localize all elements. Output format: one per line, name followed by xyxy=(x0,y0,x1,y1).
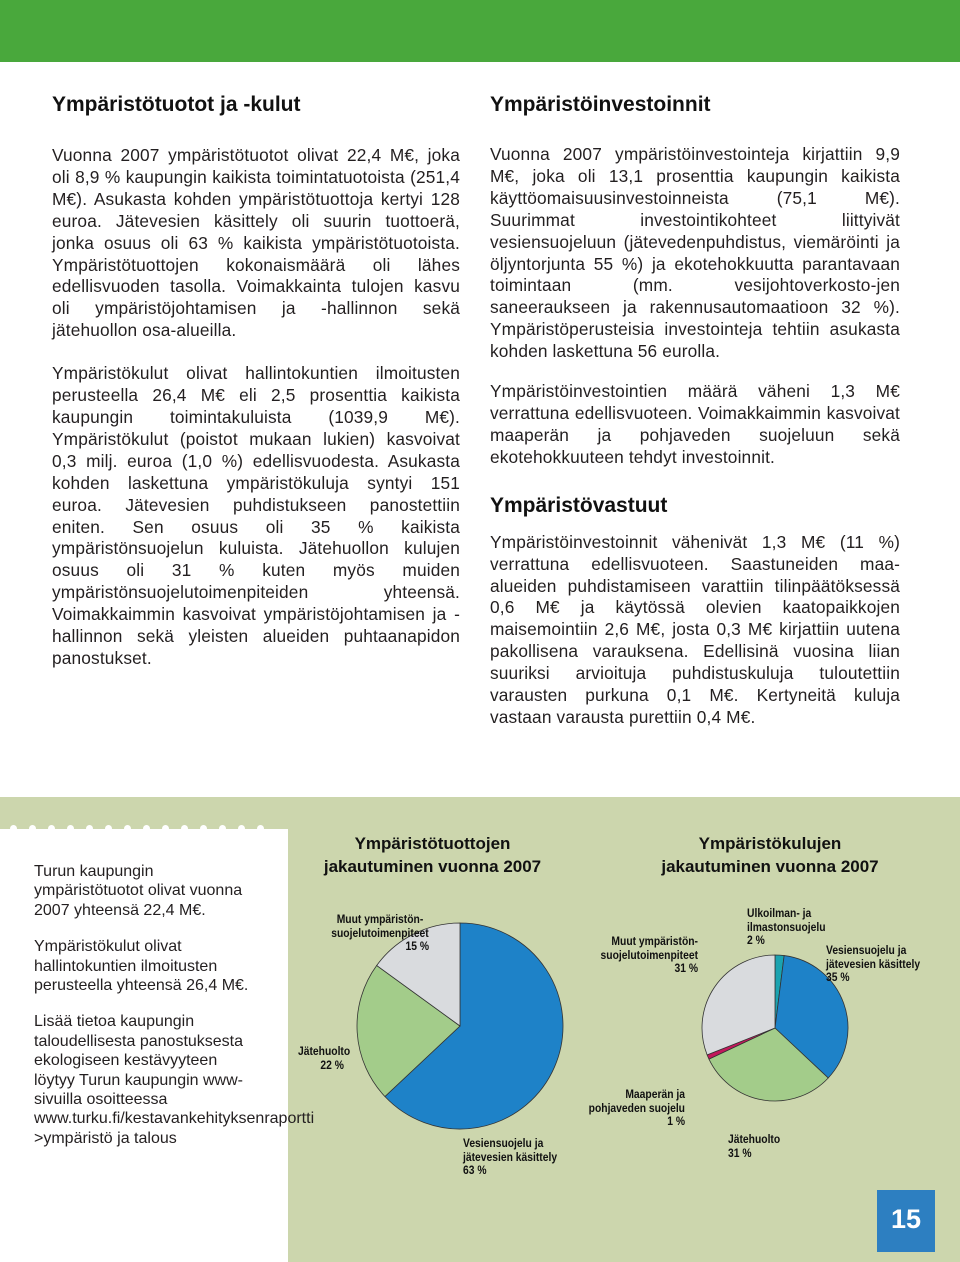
sidebar-text xyxy=(34,862,315,1165)
chart2-title-line2: jakautuminen vuonna 2007 xyxy=(661,857,879,876)
chart1-label-jatehuolto-value: 22 % xyxy=(320,1057,344,1072)
heading-ymparistovastuut: Ympäristövastuut xyxy=(490,493,668,517)
chart2-label-maapera-line1: Maaperän ja xyxy=(625,1087,685,1101)
chart2-label-vesi-line1: Vesiensuojelu ja xyxy=(826,943,907,957)
paragraph-investoinnit-2: Ympäristöinvestointien määrä väheni 1,3 M€ verrattuna edellisvuoteen. Voimakkaimmin kasvoivat maaperän ja pohjaveden suojeluun sekä ekotehokkuuteen tehdyt investoinnit. xyxy=(490,381,900,467)
chart2-label-muut xyxy=(586,935,698,976)
dot-decoration xyxy=(238,825,245,832)
chart2-label-ulkoilma-line2: ilmastonsuojelu xyxy=(747,919,826,934)
dot-decoration xyxy=(219,825,226,832)
chart1-title-line1: Ympäristötuottojen xyxy=(354,834,511,853)
dot-decoration xyxy=(181,825,188,832)
chart1-label-vesi-line2: jätevesien käsittely xyxy=(463,1149,558,1164)
chart2-label-maapera xyxy=(573,1088,685,1129)
heading-ymparistotuotot: Ympäristötuotot ja -kulut xyxy=(52,93,301,116)
chart2-label-maapera-line2: pohjaveden suojelu xyxy=(588,1100,685,1115)
chart2-label-jatehuolto-line1: Jätehuolto xyxy=(728,1132,781,1146)
chart2-label-vesi-value: 35 % xyxy=(826,970,850,984)
chart2-title-line1: Ympäristökulujen xyxy=(698,834,842,853)
paragraph-investoinnit-1: Vuonna 2007 ympäristöinvestointeja kirjattiin 9,9 M€, joka oli 13,1 prosenttia kaupungin kaikista käyttöomaisuusinvestoinneista (75,1 M€). Suurimmat investointikohteet liittyivät vesiensuojeluun (jätevedenpuhdistus, viemäröinti ja öljyntorjunta 55 %) ja ekotehokkuutta parantavaan toimintaan (mm. vesijohtoverkosto-jen saneeraukseen ja rakennusautomaatioon 32 %). Ympäristöperusteisia investointeja tehtiin asukasta kohden laskettuna 56 eurolla. xyxy=(490,144,900,362)
chart1-label-vesi-value: 63 % xyxy=(463,1163,487,1177)
chart2-label-ulkoilma-value: 2 % xyxy=(747,933,765,947)
chart1-label-muut-line2: suojelutoimenpiteet xyxy=(331,925,429,940)
chart1-label-muut-line1: Muut ympäristön- xyxy=(336,912,424,926)
chart2-label-ulkoilma-line1: Ulkoilman- ja xyxy=(747,906,812,920)
chart2-title xyxy=(630,832,910,878)
chart1-title-line2: jakautuminen vuonna 2007 xyxy=(323,857,542,876)
chart1-label-muut xyxy=(324,913,436,954)
heading-ymparistoinvestoinnit: Ympäristöinvestoinnit xyxy=(490,93,711,116)
dot-decoration xyxy=(162,825,169,832)
paragraph-vastuut: Ympäristöinvestoinnit vähenivät 1,3 M€ (11 %) verrattuna edellisvuoteen. Saastuneiden maa-alueiden puhdistamiseen varattiin tilinpäätöksessä 0,6 M€ ja käytössä olevien kaatopaikkojen maisemointiin 2,6 M€, josta 0,3 M€ kirjattiin uutena pakollisena varauksena. Edellisinä vuosina liian suuriksi arvioituja puhdistuskuluja tuloutettiin varausten purkuna 0,1 M€. Kertyneitä kuluja vastaan varausta purettiin 0,4 M€. xyxy=(490,531,900,727)
dot-decoration xyxy=(10,825,17,832)
sidebar-kulut: Ympäristökulut olivat hallintokuntien ilmoitusten perusteella yhteensä 26,4 M€. xyxy=(34,938,249,995)
chart1-title xyxy=(295,832,570,878)
right-column xyxy=(490,93,900,729)
chart2-label-muut-line1: Muut ympäristön- xyxy=(611,934,698,948)
dot-decoration xyxy=(105,825,112,832)
paragraph-tuotot: Vuonna 2007 ympäristötuotot olivat 22,4 M€, joka oli 8,9 % kaupungin kaikista toimintatuotoista (251,4 M€). Asukasta kohden ympäristötuottoja kertyi 128 euroa. Jätevesien käsittely oli suurin tuottoerä, jonka osuus oli 63 % kaikista ympäristötuotoista. Ympäristötuottojen kokonaismäärä oli lähes edellisvuoden tasolla. Voimakkainta tulojen kasvu oli ympäristöjohtamisen ja -hallinnon sekä jätehuollon osa-alueilla. xyxy=(52,145,460,341)
dot-decoration xyxy=(200,825,207,832)
chart1-label-jatehuolto xyxy=(298,1045,358,1072)
dot-decoration xyxy=(67,825,74,832)
chart2-label-muut-value: 31 % xyxy=(674,961,698,975)
chart2-label-jatehuolto xyxy=(728,1133,805,1160)
dot-decoration xyxy=(86,825,93,832)
chart1-label-jatehuolto-line1: Jätehuolto xyxy=(298,1044,351,1058)
dot-decoration xyxy=(124,825,131,832)
chart1-label-vesi-line1: Vesiensuojelu ja xyxy=(463,1136,544,1150)
sidebar-lisatietoa: Lisää tietoa kaupungin taloudellisesta panostuksesta ekologiseen kestävyyteen löytyy Turun kaupungin www-sivuilla osoitteessa www.turku.fi/kestavankehityksenraportti >ympäristö ja talous xyxy=(34,1013,315,1147)
chart2-label-maapera-value: 1 % xyxy=(667,1114,685,1128)
dot-decoration xyxy=(257,825,264,832)
top-green-band xyxy=(0,0,960,62)
left-column xyxy=(52,93,460,670)
chart2-label-vesi-line2: jätevesien käsittely xyxy=(826,956,921,971)
chart2-label-muut-line2: suojelutoimenpiteet xyxy=(600,947,698,962)
sidebar-tuotot: Turun kaupungin ympäristötuotot olivat vuonna 2007 yhteensä 22,4 M€. xyxy=(34,863,243,919)
dot-decoration xyxy=(29,825,36,832)
chart2-label-vesiensuojelu xyxy=(826,944,938,985)
chart1-label-muut-value: 15 % xyxy=(405,939,430,953)
page-number: 15 xyxy=(877,1190,935,1252)
chart1-label-vesiensuojelu xyxy=(463,1137,575,1178)
chart2-label-jatehuolto-value: 31 % xyxy=(728,1145,752,1160)
dot-decoration xyxy=(48,825,55,832)
dot-decoration xyxy=(143,825,150,832)
paragraph-kulut: Ympäristökulut olivat hallintokuntien ilmoitusten perusteella 26,4 M€ eli 2,5 prosenttia kaikista kaupungin toimintakuluista (1039,9 M€). Ympäristökulut (poistot mukaan lukien) kasvoivat 0,3 milj. euroa (1,0 %) edellisvuodesta. Asukasta kohden laskettuna ympäristökuluja syntyi 151 euroa. Jätevesien puhdistukseen panostettiin eniten. Sen osuus oli 35 % kaikista ympäristönsuojelun kuluista. Jätehuollon kulujen osuus oli 31 % kuten myös muiden ympäristönsuojelutoimenpiteiden yhteensä. Voimakkaimmin kasvoivat ympäristöjohtamisen ja -hallinnon sekä yleisten alueiden puhtaanapidon panostukset. xyxy=(52,363,460,668)
chart2-label-ulkoilma xyxy=(747,907,842,948)
